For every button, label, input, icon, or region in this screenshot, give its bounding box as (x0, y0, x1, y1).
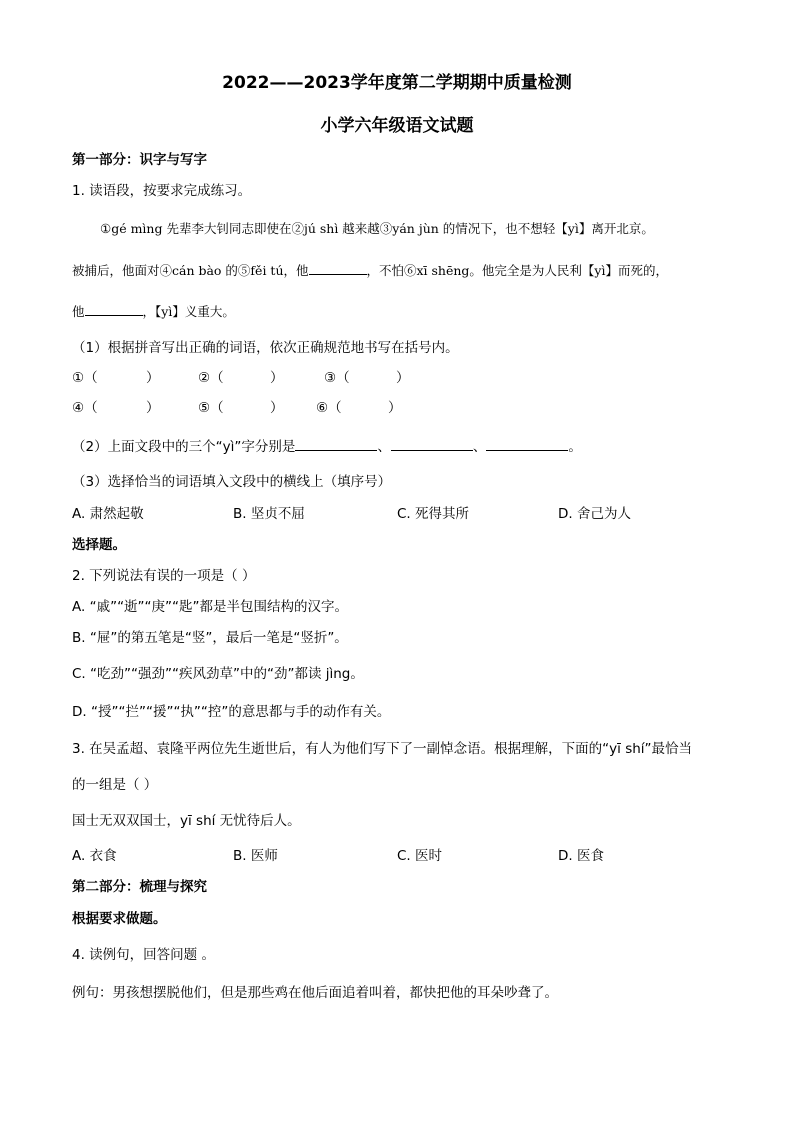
answer-blank[interactable] (391, 437, 473, 451)
q1-passage-line3 (72, 302, 235, 322)
bracket-open-4: ④（ (72, 400, 98, 416)
q3-option-d[interactable]: D. 医食 (558, 848, 604, 864)
bracket-close-2: ） (270, 370, 284, 386)
exam-title: 2022——2023学年度第二学期期中质量检测 (222, 73, 572, 93)
q1-sub3: （3）选择恰当的词语填入文段中的横线上（填序号） (72, 474, 392, 490)
separator: 、 (377, 439, 391, 455)
q2-option-d[interactable]: D. “授”“拦”“援”“执”“控”的意思都与手的动作有关。 (72, 704, 391, 720)
q3-stem-line1: 3. 在吴孟超、袁隆平两位先生逝世后，有人为他们写下了一副悼念语。根据理解，下面的“yī shí”最恰当 (72, 741, 693, 757)
q2-option-a[interactable]: A. “戚”“逝”“庚”“匙”都是半包围结构的汉字。 (72, 599, 349, 615)
bracket-open-3: ③（ (324, 370, 350, 386)
bracket-open-6: ⑥（ (316, 400, 342, 416)
q3-option-a[interactable]: A. 衣食 (72, 848, 117, 864)
q1-passage-line1: ①gé mìng 先辈李大钊同志即使在②jú shì 越来越③yán jùn 的情况下，也不想轻【yì】离开北京。 (100, 221, 654, 236)
answer-blank[interactable] (85, 302, 143, 316)
exam-subtitle: 小学六年级语文试题 (320, 116, 474, 136)
q3-option-b[interactable]: B. 医师 (233, 848, 278, 864)
q1-sub2 (72, 437, 582, 457)
q1-passage-line2 (72, 261, 668, 281)
q4-example: 例句：男孩想摆脱他们，但是那些鸡在他后面追着叫着，都快把他的耳朵吵聋了。 (72, 985, 558, 1001)
bracket-open-5: ⑤（ (198, 400, 224, 416)
passage-text: 他 (72, 304, 85, 319)
bracket-open-1: ①（ (72, 370, 98, 386)
q3-quote: 国士无双双国士，yī shí 无忧待后人。 (72, 813, 301, 829)
q1-sub1: （1）根据拼音写出正确的词语，依次正确规范地书写在括号内。 (72, 340, 459, 356)
bracket-open-2: ②（ (198, 370, 224, 386)
q1-stem: 1. 读语段，按要求完成练习。 (72, 183, 252, 199)
q1-option-b[interactable]: B. 坚贞不屈 (233, 506, 305, 522)
q4-stem: 4. 读例句，回答问题 。 (72, 947, 215, 963)
answer-blank[interactable] (486, 437, 568, 451)
q1-option-c[interactable]: C. 死得其所 (397, 506, 470, 522)
passage-text: ，【yì】义重大。 (142, 304, 235, 319)
answer-blank[interactable] (309, 261, 367, 275)
q3-stem-line2: 的一组是（ ） (72, 777, 158, 793)
passage-text: 被捕后，他面对④cán bào 的⑤fěi tú，他 (72, 263, 309, 278)
q2-stem: 2. 下列说法有误的一项是（ ） (72, 568, 256, 584)
separator: 、 (472, 439, 487, 455)
q1-option-d[interactable]: D. 舍己为人 (558, 506, 631, 522)
end-mark: 。 (568, 439, 582, 455)
bracket-close-1: ） (146, 370, 160, 386)
bracket-close-6: ） (388, 400, 402, 416)
part1-heading: 第一部分：识字与写字 (72, 152, 207, 168)
q3-option-c[interactable]: C. 医时 (397, 848, 443, 864)
sub2-text: （2）上面文段中的三个“yì”字分别是 (72, 439, 296, 455)
section-choice-heading: 选择题。 (72, 537, 126, 553)
q2-option-c[interactable]: C. “吃劲”“强劲”“疾风劲草”中的“劲”都读 jìng。 (72, 666, 364, 682)
part2-heading: 第二部分：梳理与探究 (72, 879, 207, 895)
bracket-close-5: ） (270, 400, 284, 416)
passage-text: ，不怕⑥xī shēng。他完全是为人民利【yì】而死的， (366, 263, 668, 278)
q2-option-b[interactable]: B. “屉”的第五笔是“竖”，最后一笔是“竖折”。 (72, 630, 348, 646)
q1-option-a[interactable]: A. 肃然起敬 (72, 506, 144, 522)
bracket-close-3: ） (396, 370, 410, 386)
answer-blank[interactable] (295, 437, 377, 451)
part2-instruction: 根据要求做题。 (72, 911, 167, 927)
bracket-close-4: ） (146, 400, 160, 416)
